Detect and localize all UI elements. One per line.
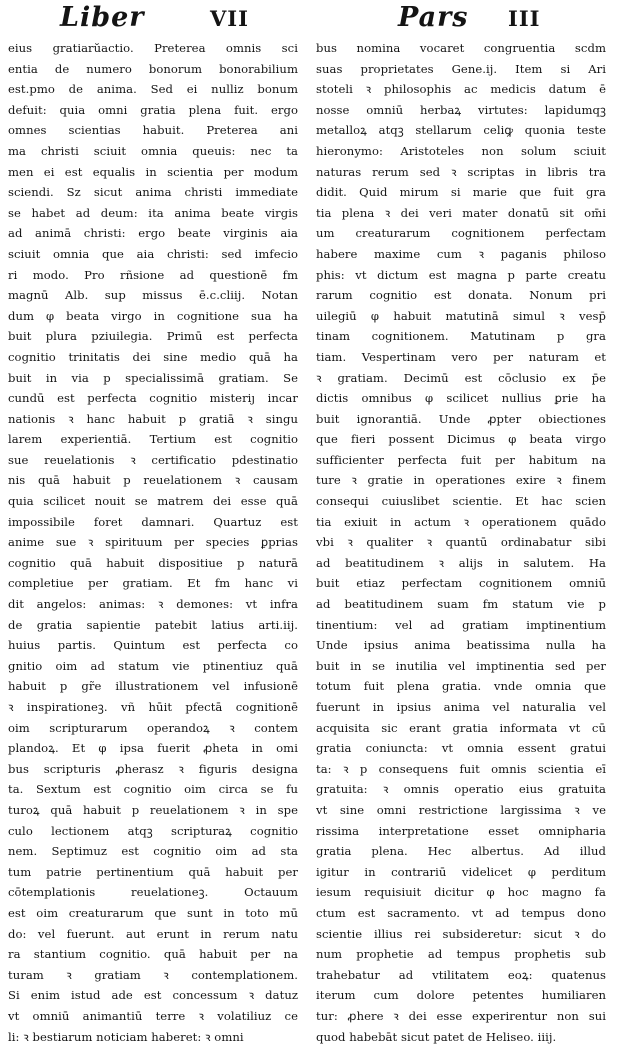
text-line: buit in se inutilia vel imptinentia sed per — [316, 656, 606, 677]
text-line: anime sue ꝛ spirituum per species ꝑprias — [8, 532, 298, 553]
text-line: magnū Alb. sup missus ē.c.cliij. Notan — [8, 285, 298, 306]
text-line: tur: ꝓhere ꝛ dei esse experirentur non sui — [316, 1006, 606, 1027]
text-line: stoteli ꝛ philosophis ac medicis datum ē — [316, 79, 606, 100]
text-line: habuit p gr̃e illustrationem vel infusionē — [8, 676, 298, 697]
text-line: iterum cum dolore petentes humiliaren — [316, 985, 606, 1006]
text-line: sue reuelationis ꝛ certificatio pdestinatio — [8, 450, 298, 471]
text-line: dictis omnibus φ scilicet nullius ꝑrie ha — [316, 388, 606, 409]
text-line: tinam cognitionem. Matutinam p gra — [316, 326, 606, 347]
text-line: de gratia sapientie patebit latius arti.iij. — [8, 615, 298, 636]
text-line: um creaturarum cognitionem perfectam — [316, 223, 606, 244]
text-line: Unde ipsius anima beatissima nulla ha — [316, 635, 606, 656]
text-line: huius partis. Quintum est perfecta co — [8, 635, 298, 656]
text-line: quia scilicet nouit se matrem dei esse quā — [8, 491, 298, 512]
text-line: hieronymo: Aristoteles non solum sciuit — [316, 141, 606, 162]
text-line: omnes scientias habuit. Preterea ani — [8, 120, 298, 141]
text-line: tum patrie pertinentium quā habuit per — [8, 862, 298, 883]
text-line: scientie illius rei subsideretur: sicut ꝛ do — [316, 924, 606, 945]
text-line: ad animā christi: ergo beate virginis aia — [8, 223, 298, 244]
text-line: cōtemplationis reuelationeꝫ. Octauum — [8, 882, 298, 903]
text-line: nationis ꝛ hanc habuit p gratiā ꝛ singu — [8, 409, 298, 430]
running-head-pars: Pars — [398, 2, 469, 33]
left-column — [8, 38, 298, 1047]
text-line: didit. Quid mirum si marie que fuit gra — [316, 182, 606, 203]
text-line: metalloꝝ atqꝫ stellarum celiꝙ quonia teste — [316, 120, 606, 141]
text-line: ad beatitudinem ꝛ alijs in salutem. Ha — [316, 553, 606, 574]
text-line: habere maxime cum ꝛ paganis philoso — [316, 244, 606, 265]
text-line: ad beatitudinem suam fm statum vie p — [316, 594, 606, 615]
right-column — [316, 38, 606, 1047]
text-line: gratia plena. Hec albertus. Ad illud — [316, 841, 606, 862]
text-line: dum φ beata virgo in cognitione sua ha — [8, 306, 298, 327]
text-line: buit etiaz perfectam cognitionem omniū — [316, 573, 606, 594]
text-line: ture ꝛ gratie in operationes exire ꝛ finem — [316, 470, 606, 491]
text-line: turam ꝛ gratiam ꝛ contemplationem. — [8, 965, 298, 986]
text-line: suas proprietates Gene.ij. Item si Ari — [316, 59, 606, 80]
text-line: eius gratiarŭactio. Preterea omnis sci — [8, 38, 298, 59]
text-line: cundū est perfecta cognitio misteriȷ incar — [8, 388, 298, 409]
text-line: culo lectionem atqꝫ scripturaꝝ cognitio — [8, 821, 298, 842]
text-line: turoꝝ quā habuit p reuelationem ꝛ in spe — [8, 800, 298, 821]
text-line: do: vel fuerunt. aut erunt in rerum natu — [8, 924, 298, 945]
text-line: tia plena ꝛ dei veri mater donatū sit om̄i — [316, 203, 606, 224]
text-line: fuerunt in ipsius anima vel naturalia vel — [316, 697, 606, 718]
text-line: buit plura pziuilegia. Primū est perfecta — [8, 326, 298, 347]
text-line: nis quā habuit p reuelationem ꝛ causam — [8, 470, 298, 491]
text-line: iesum requisiuit dicitur φ hoc magno fa — [316, 882, 606, 903]
text-line: ta: ꝛ p consequens fuit omnis scientia eī — [316, 759, 606, 780]
text-line: larem experientiā. Tertium est cognitio — [8, 429, 298, 450]
text-line: plandoꝝ. Et φ ipsa fuerit ꝓheta in omi — [8, 738, 298, 759]
text-line: gratuita: ꝛ omnis operatio eius gratuita — [316, 779, 606, 800]
text-line: gratia coniuncta: vt omnia essent gratui — [316, 738, 606, 759]
text-line: buit ignorantiā. Unde ꝓpter obiectiones — [316, 409, 606, 430]
text-line: tinentium: vel ad gratiam imptinentium — [316, 615, 606, 636]
text-line: vt sine omni restrictione largissima ꝛ ve — [316, 800, 606, 821]
text-line: ꝛ inspirationeꝫ. vñ hūit pfectā cognitionē — [8, 697, 298, 718]
text-line: quod habebāt sicut patet de Heliseo. iiij. — [316, 1027, 606, 1047]
text-line: naturas rerum sed ꝛ scriptas in libris tra — [316, 162, 606, 183]
text-line: se habet ad deum: ita anima beate virgis — [8, 203, 298, 224]
running-head — [0, 0, 623, 40]
text-line: sciuit omnia que aia christi: sed imfecio — [8, 244, 298, 265]
running-head-liber: Liber — [60, 2, 145, 33]
text-line: ta. Sextum est cognitio oim circa se fu — [8, 779, 298, 800]
text-line: vt omniū animantiū terre ꝛ volatiliuz ce — [8, 1006, 298, 1027]
text-line: cognitio quā habuit dispositiue p naturā — [8, 553, 298, 574]
book-number: VII — [210, 6, 249, 31]
part-number: III — [508, 6, 540, 31]
text-line: Si enim istud ade est concessum ꝛ datuz — [8, 985, 298, 1006]
text-line: igitur in contrariū videlicet φ perditum — [316, 862, 606, 883]
text-line: defuit: quia omni gratia plena fuit. ergo — [8, 100, 298, 121]
text-line: entia de numero bonorum bonorabilium — [8, 59, 298, 80]
text-line: tiam. Vespertinam vero per naturam et — [316, 347, 606, 368]
text-line: nem. Septimuz est cognitio oim ad sta — [8, 841, 298, 862]
text-line: ra stantium cognitio. quā habuit per na — [8, 944, 298, 965]
text-line: cognitio trinitatis dei sine medio quā ha — [8, 347, 298, 368]
text-line: impossibile foret damnari. Quartuz est — [8, 512, 298, 533]
text-line: oim scripturarum operandoꝝ ꝛ contem — [8, 718, 298, 739]
text-line: uilegiū φ habuit matutinā simul ꝛ vesp̄ — [316, 306, 606, 327]
text-line: vbi ꝛ qualiter ꝛ quantū ordinabatur sibi — [316, 532, 606, 553]
text-line: ma christi sciuit omnia queuis: nec ta — [8, 141, 298, 162]
text-line: est.pmo de anima. Sed ei nulliz bonum — [8, 79, 298, 100]
text-line: ri modo. Pro rñsione ad questionē fm — [8, 265, 298, 286]
text-line: li: ꝛ bestiarum noticiam haberet: ꝛ omni — [8, 1027, 298, 1047]
text-line: bus scripturis ꝓherasz ꝛ figuris designa — [8, 759, 298, 780]
text-line: que fieri possent Dicimus φ beata virgo — [316, 429, 606, 450]
text-line: totum fuit plena gratia. vnde omnia que — [316, 676, 606, 697]
text-line: rarum cognitio est donata. Nonum pri — [316, 285, 606, 306]
text-line: bus nomina vocaret congruentia scdm — [316, 38, 606, 59]
text-line: sciendi. Sz sicut anima christi immediate — [8, 182, 298, 203]
text-line: acquisita sic erant gratia informata vt cū — [316, 718, 606, 739]
text-line: phis: vt dictum est magna p parte creatu — [316, 265, 606, 286]
text-line: rissima interpretatione esset omnipharia — [316, 821, 606, 842]
text-line: trahebatur ad vtilitatem eoꝝ: quatenus — [316, 965, 606, 986]
text-line: nosse omniū herbaꝝ virtutes: lapidumqꝫ — [316, 100, 606, 121]
text-line: tia exiuit in actum ꝛ operationem quādo — [316, 512, 606, 533]
text-line: dit angelos: animas: ꝛ demones: vt infra — [8, 594, 298, 615]
text-line: gnitio oim ad statum vie ptinentiuz quā — [8, 656, 298, 677]
text-line: ꝛ gratiam. Decimū est cōclusio ex p̄e — [316, 368, 606, 389]
text-line: sufficienter perfecta fuit per habitum na — [316, 450, 606, 471]
text-line: completiue per gratiam. Et fm hanc vi — [8, 573, 298, 594]
text-line: consequi cuiuslibet scientie. Et hac scien — [316, 491, 606, 512]
text-line: est oim creaturarum que sunt in toto mū — [8, 903, 298, 924]
text-line: num prophetie ad tempus prophetis sub — [316, 944, 606, 965]
text-line: men ei est equalis in scientia per modum — [8, 162, 298, 183]
text-line: buit in via p specialissimā gratiam. Se — [8, 368, 298, 389]
text-line: ctum est sacramento. vt ad tempus dono — [316, 903, 606, 924]
